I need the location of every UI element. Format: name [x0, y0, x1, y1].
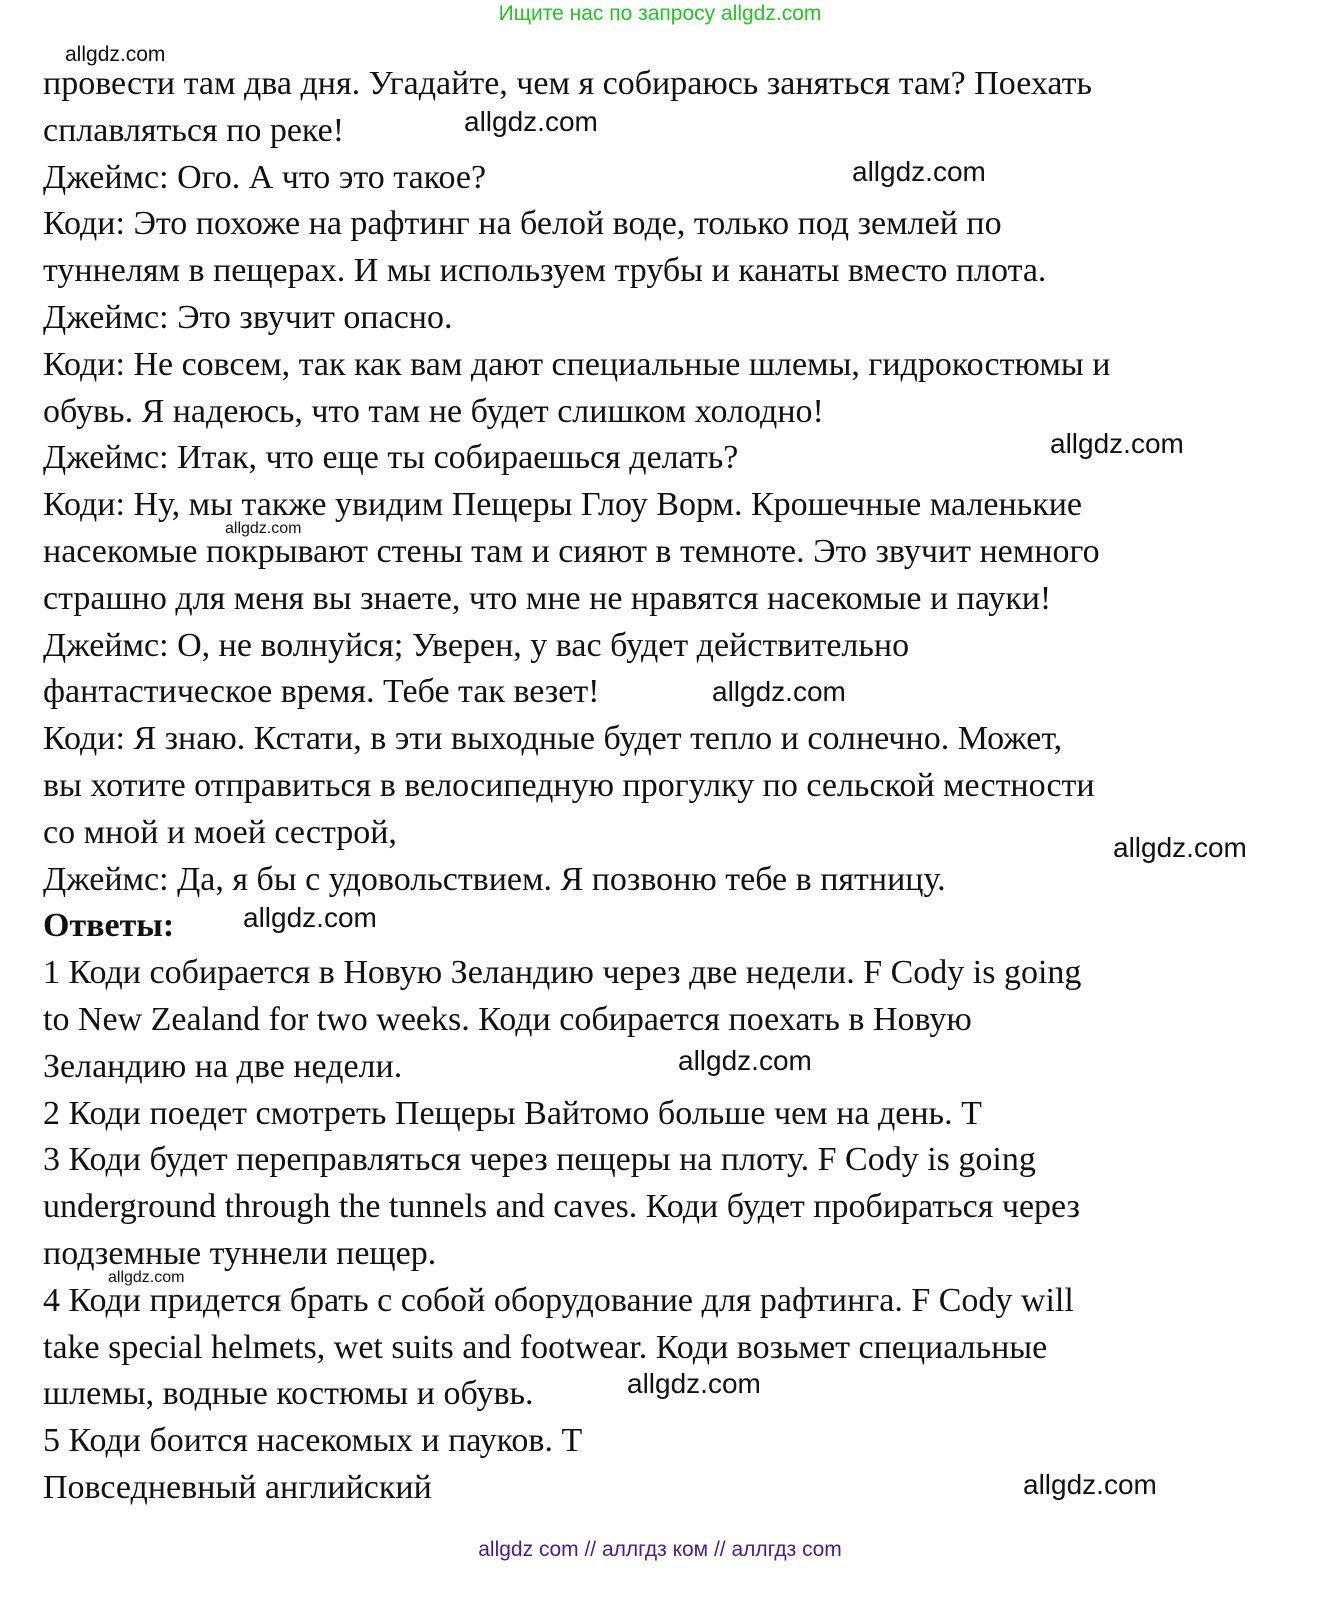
section-heading: Ответы: [43, 907, 175, 945]
text-line: подземные туннели пещер. [43, 1235, 437, 1272]
text-line: 5 Коди боится насекомых и пауков. T [43, 1422, 583, 1460]
text-line: фантастическое время. Тебе так везет! [43, 673, 600, 711]
watermark: allgdz.com [712, 676, 846, 707]
watermark: allgdz.com [243, 902, 377, 933]
text-line: Коди: Ну, мы также увидим Пещеры Глоу Ворм. Крошечные маленькие [43, 486, 1083, 524]
text-line: Джеймс: Это звучит опасно. [43, 299, 453, 336]
watermark: allgdz.com [1023, 1469, 1157, 1500]
watermark: allgdz.com [464, 106, 598, 137]
text-line: take special helmets, wet suits and footwear. Коди возьмет специальные [43, 1328, 1048, 1366]
text-line: туннелям в пещерах. И мы используем трубы и канаты вместо плота. [43, 252, 1047, 290]
text-line: насекомые покрывают стены там и сияют в темноте. Это звучит немного [43, 533, 1100, 570]
watermark: allgdz.com [852, 156, 986, 187]
text-line: underground through the tunnels and caves. Коди будет пробираться через [43, 1188, 1080, 1226]
text-line: Повседневный английский [43, 1469, 432, 1506]
text-line: Коди: Это похоже на рафтинг на белой воде, только под землей по [43, 205, 1002, 243]
text-line: 1 Коди собирается в Новую Зеландию через две недели. F Cody is going [43, 954, 1082, 992]
watermark: allgdz.com [627, 1368, 761, 1399]
text-line: Джеймс: Ого. А что это такое? [43, 158, 487, 196]
text-line: 3 Коди будет переправляться через пещеры на плоту. F Cody is going [43, 1141, 1036, 1179]
text-line: страшно для меня вы знаете, что мне не нравятся насекомые и пауки! [43, 579, 1052, 617]
text-line: 2 Коди поедет смотреть Пещеры Вайтомо больше чем на день. T [43, 1094, 982, 1132]
watermark: allgdz.com [225, 520, 302, 537]
top-banner: Ищите нас по запросу allgdz.com [498, 2, 822, 25]
text-line: сплавляться по реке! [43, 111, 345, 149]
text-line: Джеймс: О, не волнуйся; Уверен, у вас будет действительно [43, 626, 910, 664]
text-line: провести там два дня. Угадайте, чем я собираюсь заняться там? Поехать [43, 65, 1092, 102]
text-line: Джеймс: Да, я бы с удовольствием. Я позвоню тебе в пятницу. [43, 860, 946, 898]
text-line: Коди: Не совсем, так как вам дают специальные шлемы, гидрокостюмы и [43, 345, 1111, 383]
text-line: 4 Коди придется брать с собой оборудование для рафтинга. F Cody will [43, 1281, 1074, 1319]
text-line: Зеландию на две недели. [43, 1047, 403, 1085]
text-line: вы хотите отправиться в велосипедную прогулку по сельской местности [43, 767, 1095, 804]
watermark: allgdz.com [678, 1045, 812, 1076]
text-line: обувь. Я надеюсь, что там не будет слишком холодно! [43, 392, 824, 430]
text-line: Коди: Я знаю. Кстати, в эти выходные будет тепло и солнечно. Может, [43, 720, 1063, 758]
text-line: to New Zealand for two weeks. Коди собирается поехать в Новую [43, 1001, 972, 1038]
watermark: allgdz.com [1050, 428, 1184, 459]
text-line: Джеймс: Итак, что еще ты собираешься делать? [43, 439, 739, 477]
watermark: allgdz.com [1113, 832, 1247, 863]
watermark: allgdz.com [108, 1269, 185, 1286]
footer-links: allgdz com // аллгдз ком // аллгдз com [478, 1538, 842, 1561]
text-line: со мной и моей сестрой, [43, 813, 397, 851]
text-line: шлемы, водные костюмы и обувь. [43, 1375, 534, 1413]
watermark: allgdz.com [65, 43, 166, 66]
